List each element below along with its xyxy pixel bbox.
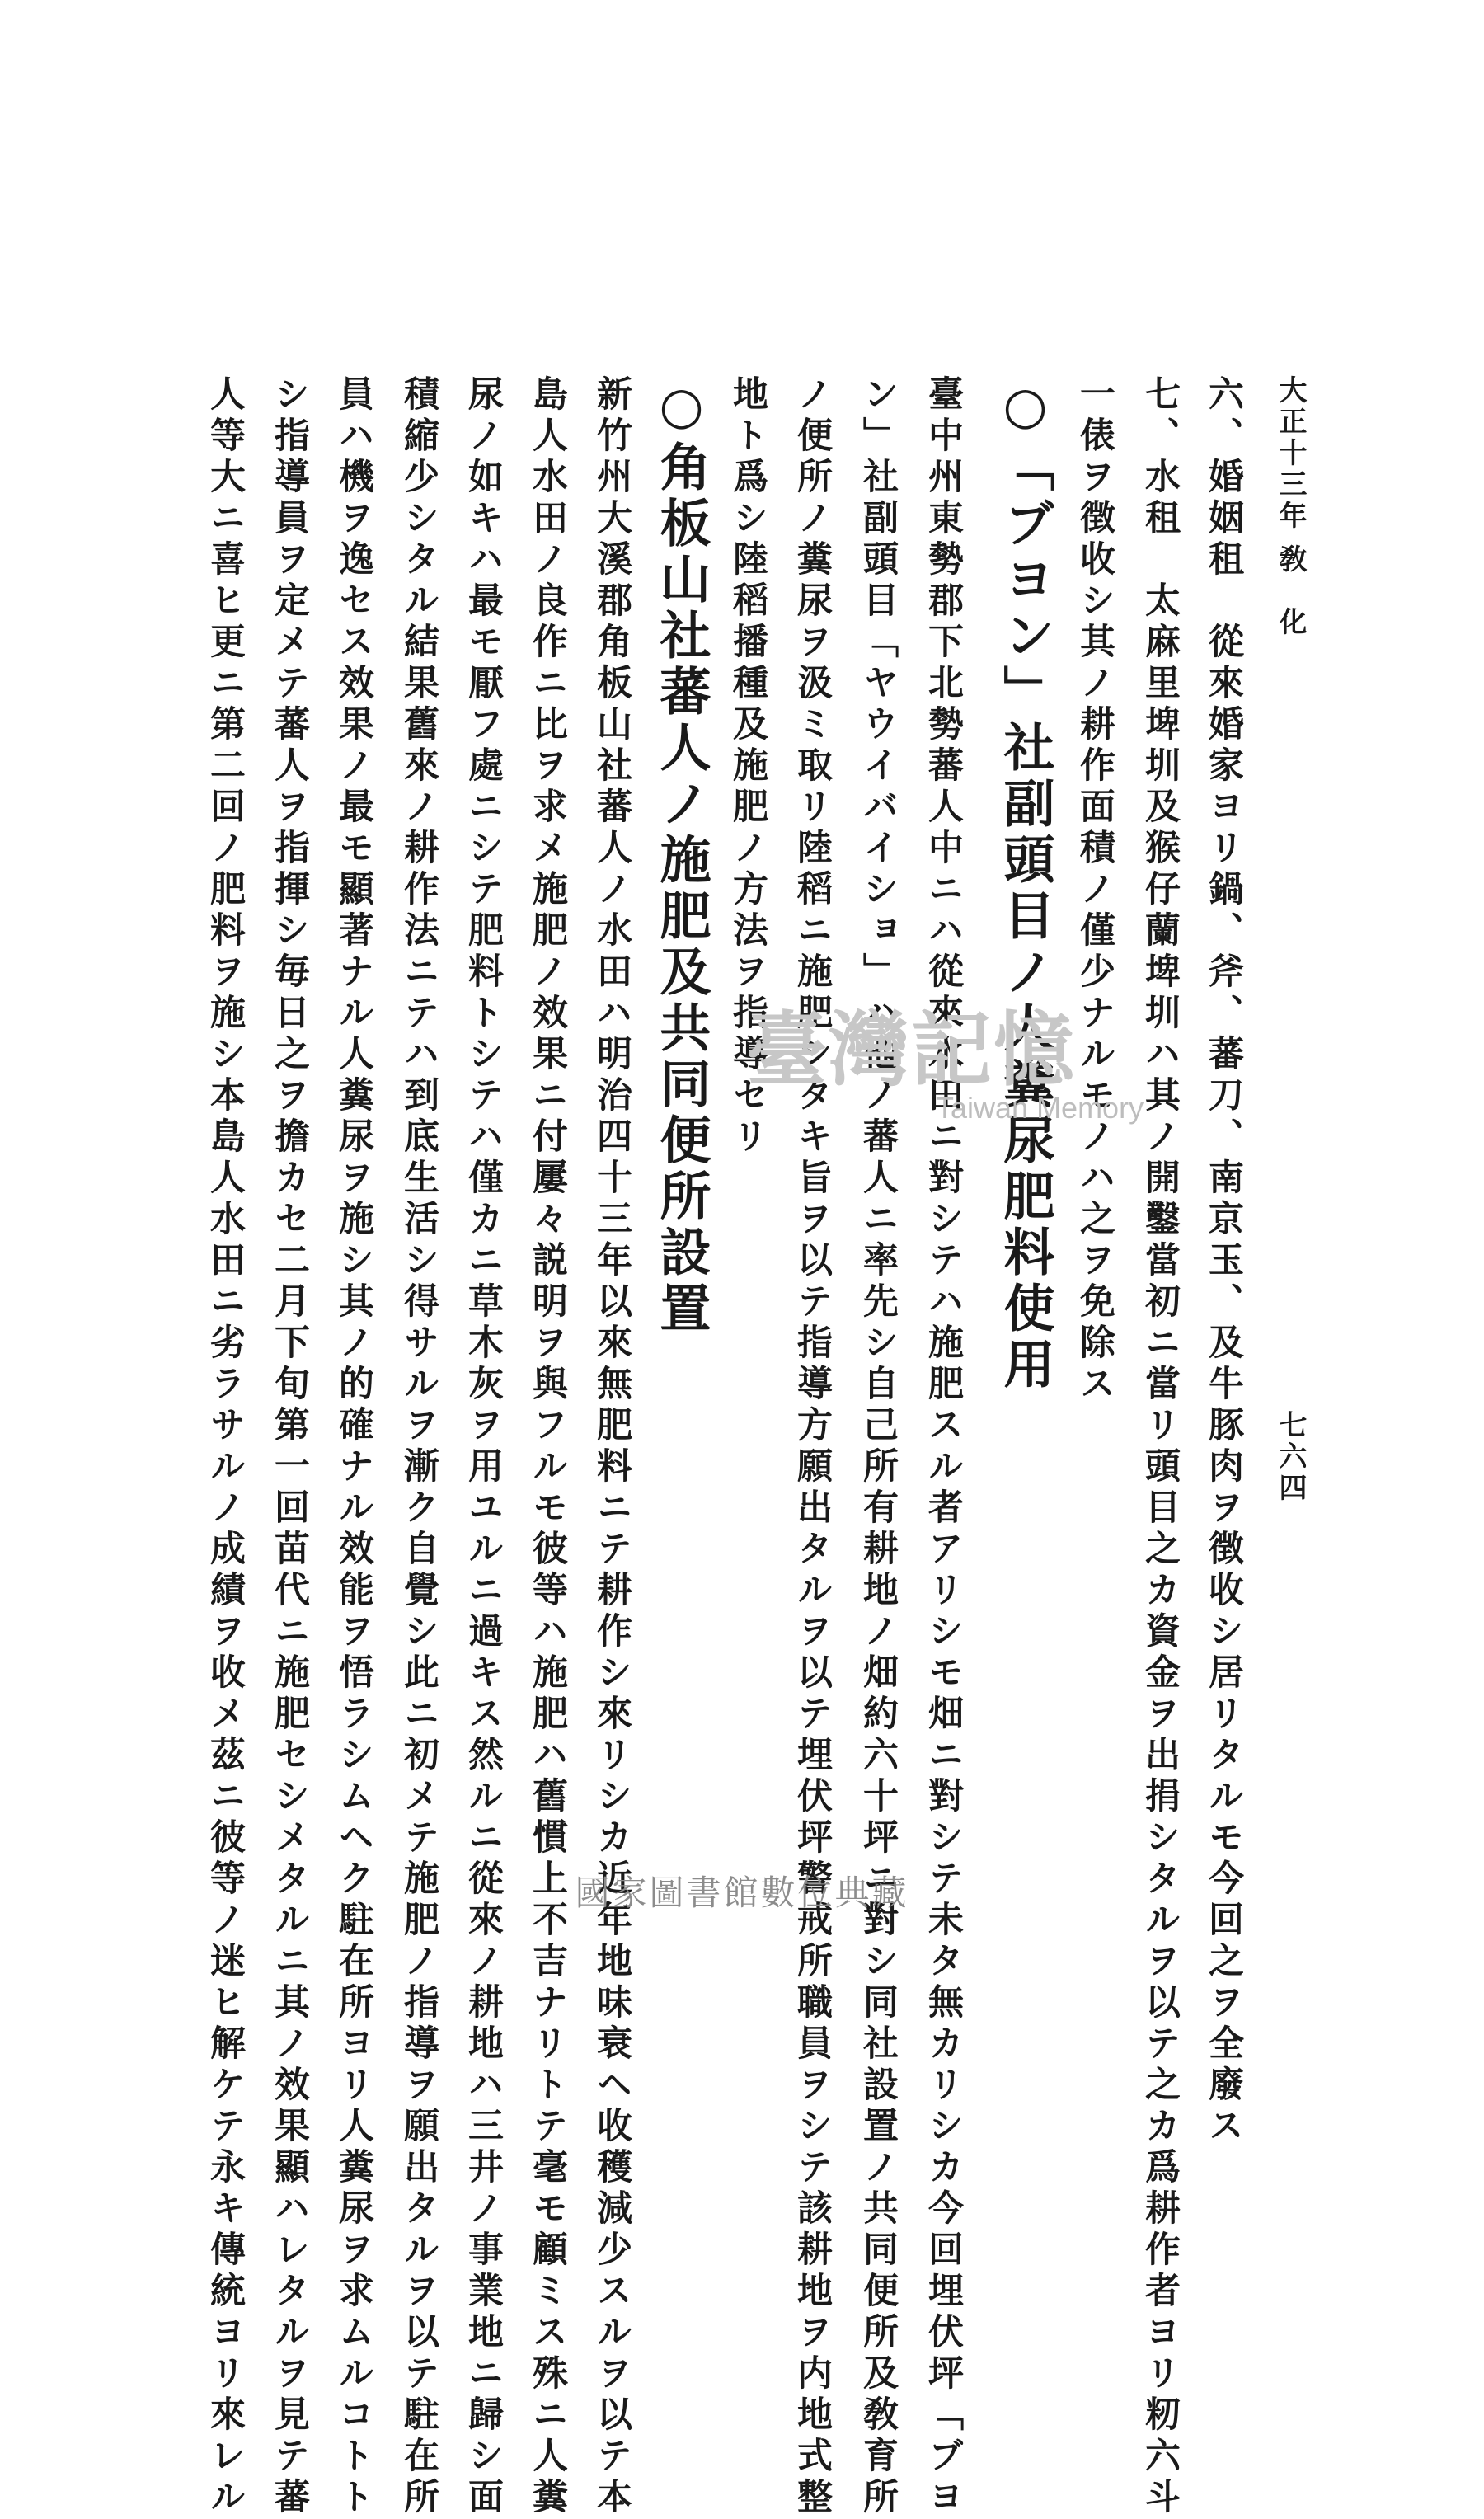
text-column: 六、婚姻租 從來婚家ヨリ鍋、斧、蕃刀、南京玉、及牛豚肉ヲ徴收シ居リタルモ今回之ヲ全廢ス — [1203, 375, 1244, 2148]
watermark — [746, 985, 1142, 1150]
footer-credit: 國家圖書館數位典藏 — [575, 1873, 909, 1913]
text-column: シ指導員ヲ定メテ蕃人ヲ指揮シ毎日之ヲ擔カセ二月下旬第一回苗代ニ施肥セシメタルニ其ノ效果顯ハレタルヲ見テ蕃 — [269, 375, 310, 2519]
section-heading: ○「ブヨン」社副頭目ノ人糞尿肥料使用 — [995, 375, 1055, 1393]
text-column: 七、水租 太麻里埤圳及猴仔蘭埤圳ハ其ノ開鑿當初ニ當リ頭目之カ資金ヲ出捐シタルヲ以テ之カ爲耕作者ヨリ籾六斗 — [1139, 375, 1181, 2519]
text-column: 人等大ニ喜ヒ更ニ第二回ノ肥料ヲ施シ本島人水田ニ劣ラサルノ成績ヲ收メ茲ニ彼等ノ迷ヒ解ケテ永キ傳統ヨリ來レル — [204, 375, 246, 2519]
section-heading: ○角板山社蕃人ノ施肥及共同便所設置 — [651, 375, 711, 1337]
text-column: 島人水田ノ良作ニ比ヲ求メ施肥ノ效果ニ付屢々説明ヲ與フルモ彼等ハ施肥ハ舊慣上不吉ナリトテ毫モ顧ミス殊ニ人糞 — [527, 375, 568, 2519]
text-column: ノ便所ノ糞尿ヲ汲ミ取リ陸稻ニ施肥シタキ旨ヲ以テ指導方願出タルヲ以テ埋伏坪警戒所職員ヲシテ該耕地ヲ内地式整 — [791, 375, 833, 2519]
text-column: 新竹州大溪郡角板山社蕃人ノ水田ハ明治四十三年以來無肥料ニテ耕作シ來リシカ近年地味衰ヘ收穫減少スルヲ以テ本 — [591, 375, 632, 2519]
text-column: 積縮少シタル結果舊來ノ耕作法ニテハ到底生活シ得サルヲ漸ク自覺シ此ニ初メテ施肥ノ指導ヲ願出タルヲ以テ駐在所 — [398, 375, 439, 2519]
header-section: 敎 化 — [1274, 544, 1307, 638]
header-page-number: 七六四 — [1274, 1410, 1307, 1504]
text-column: 臺中州東勢郡下北勢蕃人中ニハ從來水田ニ對シテハ施肥スル者アリシモ畑ニ對シテ未タ無カリシカ今回埋伏坪「ブヨ — [923, 375, 964, 2519]
text-column: 一俵ヲ徴收シ其ノ耕作面積ノ僅少ナルモノハ之ヲ免除ス — [1074, 375, 1115, 1406]
text-column: 地ト爲シ陸稻播種及施肥ノ方法ヲ指導セリ — [727, 375, 768, 1158]
header-era: 大正十三年 — [1274, 375, 1307, 532]
text-column: 員ハ機ヲ逸セス效果ノ最モ顯著ナル人糞尿ヲ施シ其ノ的確ナル效能ヲ悟ラシムヘク駐在所ヨリ人糞尿ヲ求ムルコトト — [333, 375, 374, 2519]
watermark-subtitle: Taiwan Memory — [936, 1091, 1144, 1125]
text-column: 尿ノ如キハ最モ厭フ處ニシテ肥料トシテハ僅カニ草木灰ヲ用ユルニ過キス然ルニ從來ノ耕地ハ三井ノ事業地ニ歸シ面 — [463, 375, 504, 2519]
watermark-logo: 臺灣記憶 — [746, 1003, 1077, 1097]
text-column: ン」社副頭目「ヤウイバイショ」ハ他ノ蕃人ニ率先シ自己所有耕地ノ畑約六十坪ニ對シ同社設置ノ共同便所及敎育所 — [857, 375, 899, 2519]
